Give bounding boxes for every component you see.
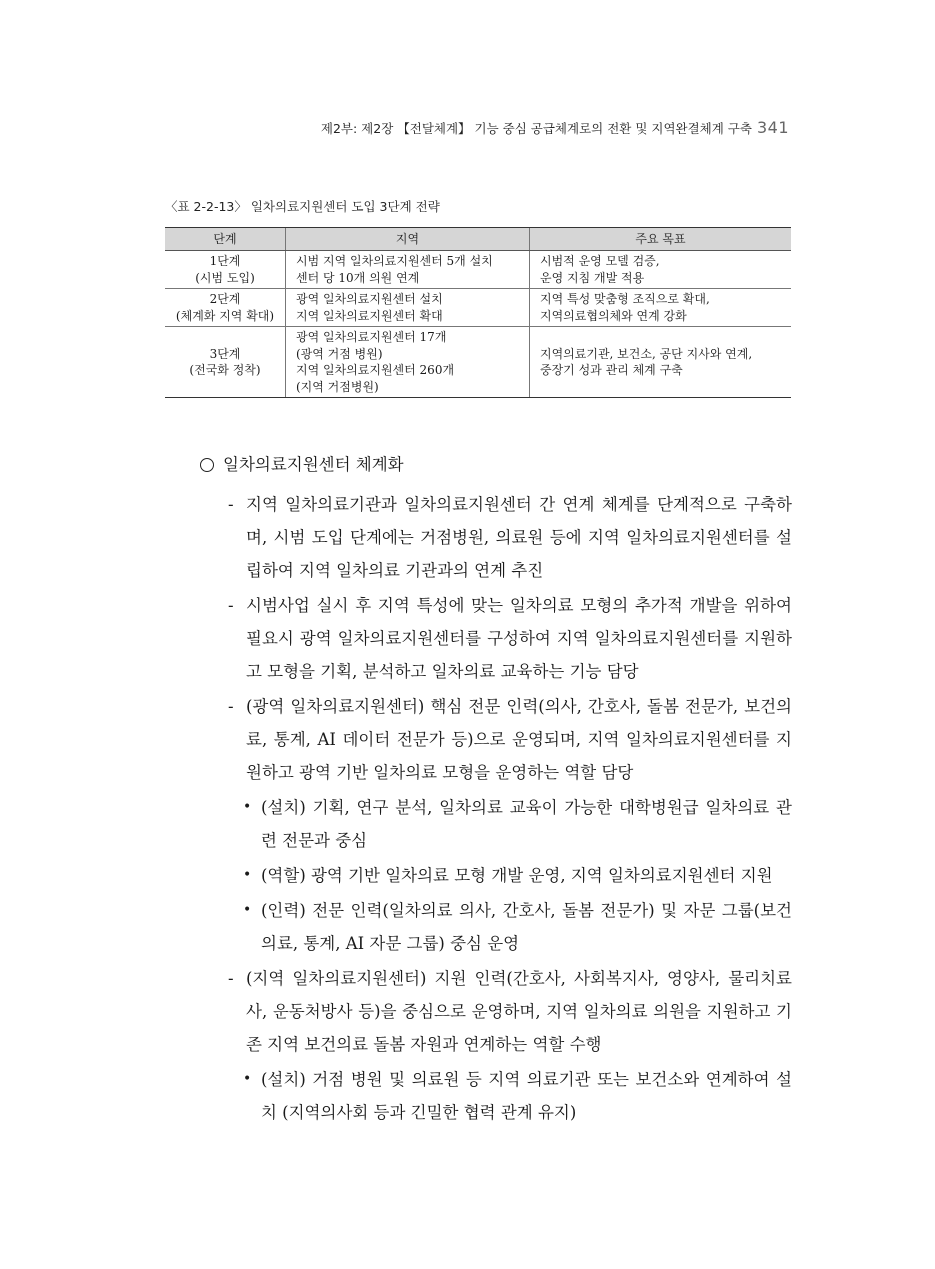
dash-list-item	[200, 589, 792, 688]
table-row	[165, 289, 791, 327]
bullet-list-item	[200, 894, 792, 960]
section-heading	[200, 452, 792, 478]
cell-line: 지역의료협의체와 연계 강화	[540, 308, 687, 323]
item-text: (광역 일차의료지원센터) 핵심 전문 인력(의사, 간호사, 돌봄 전문가, 보건의료, 통계, AI 데이터 전문가 등)으로 운영되며, 지역 일차의료지원센터를 지원하고 광역 기반 일차의료 모형을 운영하는 역할 담당	[246, 697, 792, 782]
cell-goal	[530, 289, 792, 327]
item-list	[200, 488, 792, 1129]
table-row	[165, 327, 791, 398]
table-body	[165, 251, 791, 398]
item-text: (인력) 전문 인력(일차의료 의사, 간호사, 돌봄 전문가) 및 자문 그룹(보건의료, 통계, AI 자문 그룹) 중심 운영	[261, 901, 792, 953]
cell-line: 광역 일차의료지원센터 17개	[296, 330, 447, 344]
cell-goal	[530, 251, 792, 289]
dash-list-item	[200, 962, 792, 1061]
column-header-region: 지역	[286, 228, 530, 251]
table-row	[165, 251, 791, 289]
cell-line: 지역 일차의료지원센터 260개	[296, 363, 455, 377]
body-content	[200, 452, 792, 1131]
column-header-stage: 단계	[165, 228, 286, 251]
cell-stage	[165, 251, 286, 289]
cell-line: 3단계	[209, 346, 241, 361]
cell-line: (시범 도입)	[195, 270, 255, 285]
column-header-goal: 주요 목표	[530, 228, 792, 251]
dash-list-item	[200, 690, 792, 789]
cell-region	[286, 289, 530, 327]
bullet-list-item	[200, 1063, 792, 1129]
strategy-table	[165, 227, 791, 398]
bullet-marker: •	[243, 1071, 252, 1087]
cell-region	[286, 251, 530, 289]
cell-line: 지역 특성 맞춤형 조직으로 확대,	[540, 292, 710, 306]
cell-line: 시범 지역 일차의료지원센터 5개 설치	[296, 254, 493, 268]
dash-list-item	[200, 488, 792, 587]
cell-line: 1단계	[209, 254, 241, 268]
cell-line: (광역 거점 병원)	[296, 346, 383, 361]
dash-marker: -	[228, 697, 234, 716]
cell-goal	[530, 327, 792, 398]
dash-marker: -	[228, 495, 234, 514]
cell-stage	[165, 327, 286, 398]
item-text: 지역 일차의료기관과 일차의료지원센터 간 연계 체계를 단계적으로 구축하며, 시범 도입 단계에는 거점병원, 의료원 등에 지역 일차의료지원센터를 설립하여 지역 일차의료 기관과의 연계 추진	[246, 495, 792, 580]
running-header	[321, 118, 789, 137]
cell-line: 지역의료기관, 보건소, 공단 지사와 연계,	[540, 346, 753, 361]
bullet-marker: •	[243, 867, 252, 883]
dash-marker: -	[228, 596, 234, 615]
table-header-row	[165, 228, 791, 251]
section-heading-text: 일차의료지원센터 체계화	[223, 455, 404, 474]
cell-line: 지역 일차의료지원센터 확대	[296, 308, 443, 323]
cell-region	[286, 327, 530, 398]
circle-bullet-icon	[200, 458, 214, 472]
bullet-marker: •	[243, 902, 252, 918]
cell-line: 시범적 운영 모델 검증,	[540, 254, 660, 268]
item-text: (설치) 기획, 연구 분석, 일차의료 교육이 가능한 대학병원급 일차의료 관련 전문과 중심	[261, 798, 792, 850]
cell-line: (지역 거점병원)	[296, 379, 379, 394]
item-text: (지역 일차의료지원센터) 지원 인력(간호사, 사회복지사, 영양사, 물리치료사, 운동처방사 등)을 중심으로 운영하며, 지역 일차의료 의원을 지원하고 기존 지역 보건의료 돌봄 자원과 연계하는 역할 수행	[246, 969, 792, 1054]
cell-line: (전국화 정착)	[189, 363, 261, 377]
cell-line: 운영 지침 개발 적용	[540, 270, 645, 285]
bullet-marker: •	[243, 799, 252, 815]
cell-line: 센터 당 10개 의원 연계	[296, 270, 420, 285]
cell-line: (체계화 지역 확대)	[175, 308, 275, 323]
cell-stage	[165, 289, 286, 327]
bullet-list-item	[200, 791, 792, 857]
item-text: 시범사업 실시 후 지역 특성에 맞는 일차의료 모형의 추가적 개발을 위하여 필요시 광역 일차의료지원센터를 구성하여 지역 일차의료지원센터를 지원하고 모형을 기획, 분석하고 일차의료 교육하는 기능 담당	[246, 596, 792, 681]
page-number: 341	[756, 118, 789, 137]
table-caption: 〈표 2-2-13〉 일차의료지원센터 도입 3단계 전략	[165, 199, 440, 214]
cell-line: 중장기 성과 관리 체계 구축	[540, 363, 683, 377]
item-text: (설치) 거점 병원 및 의료원 등 지역 의료기관 또는 보건소와 연계하여 설치 (지역의사회 등과 긴밀한 협력 관계 유지)	[261, 1070, 792, 1122]
cell-line: 광역 일차의료지원센터 설치	[296, 292, 443, 306]
running-title: 제2부: 제2장 【전달체계】 기능 중심 공급체계로의 전환 및 지역완결체계 구축	[320, 121, 752, 136]
dash-marker: -	[228, 969, 234, 988]
cell-line: 2단계	[209, 292, 241, 306]
bullet-list-item	[200, 859, 792, 892]
item-text: (역할) 광역 기반 일차의료 모형 개발 운영, 지역 일차의료지원센터 지원	[261, 866, 773, 885]
